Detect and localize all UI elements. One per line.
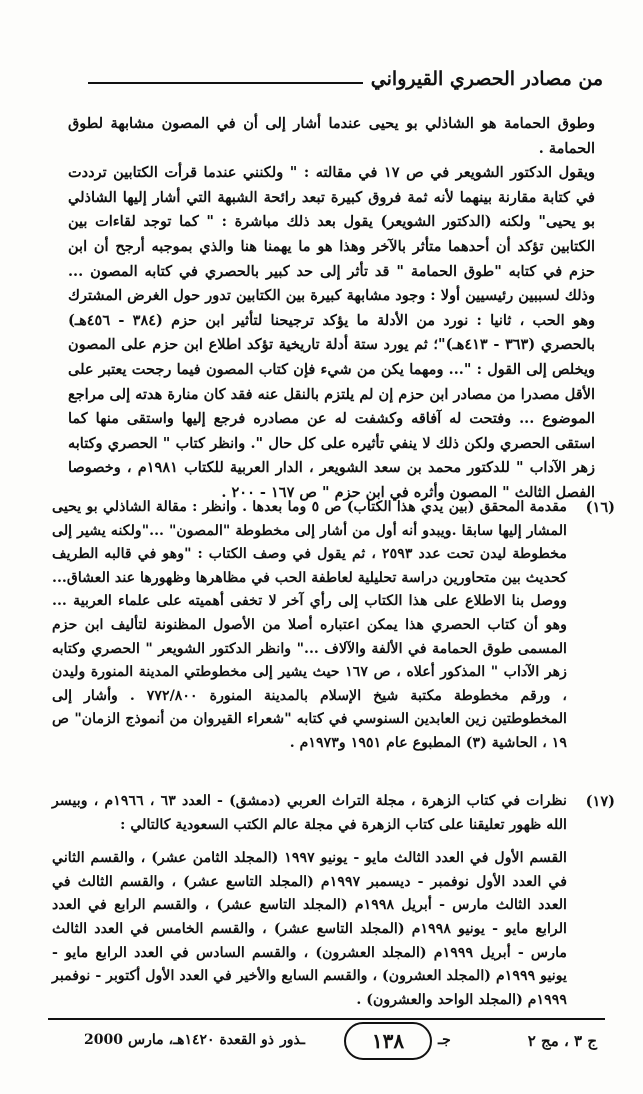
footer-rule: [48, 1018, 605, 1020]
footnote-paragraph: مقدمة المحقق (بين يدي هذا الكتاب) ص ٥ وما بعدها . وانظر : مقالة الشاذلي بو يحيى المشار إليها سابقا .ويبدو أنه أول من أشار إلى مخطوطة "المصون" ..."ولكنه يشير إلى مخطوطة ليدن تحت عدد ٢٥٩٣ ، ثم يقول في وصف الكتاب : "وهو في قالبه الطريف كحديث بين متحاورين دراسة تحليلية لعاطفة الحب في مظاهرها وظهورها عند العشاق... ووصل بنا الاطلاع على هذا الكتاب إلى رأي آخر لا تخفى أهميته على علماء العربية ... وهو أن كتاب الحصري هذا يمكن اعتباره أصلا من الأصول المظنونة لتأليف ابن حزم المسمى طوق الحمامة في الألفة والآلاف ..." وانظر الدكتور الشويعر " الحصري وكتابه زهر الآداب " المذكور أعلاه ، ص ١٦٧ حيث يشير إلى مخطوطتي المدينة المنورة وليدن ، ورقم مخطوطة مكتبة شيخ الإسلام بالمدينة المنورة ٧٧٢/٨٠٠ . وأشار إلى المخطوطتين زين العابدين السنوسي في كتابه "شعراء القيروان من أنموذج الزمان" ص ١٩ ، الحاشية (٣) المطبوع عام ١٩٥١ و١٩٧٣م .: [52, 499, 568, 751]
body-paragraph: ويقول الدكتور الشويعر في ص ١٧ في مقالته : " ولكنني عندما قرأت الكتابين ترددت في كتابة مقارنة بينهما لأنه ثمة فروق كبيرة تبعد رائحة الشبهة التي أشار إليها الشاذلي بو يحيى" ولكنه (الدكتور الشويعر) يقول بعد ذلك مباشرة : " كما توجد لقاءات بين الكتابين تؤكد أن أحدهما متأثر بالآخر وهذا هو ما يهمنا هنا والذي بموجبه أرجح أن ابن حزم في كتابه "طوق الحمامة " قد تأثر إلى حد كبير بالحصري في كتابه المصون ... وذلك لسببين رئيسيين أولا : وجود مشابهة كبيرة بين الكتابين تدور حول الغرض المشترك وهو الحب ، ثانيا : نورد من الأدلة ما يؤكد ترجيحنا لتأثير ابن حزم (٣٨٤ - ٤٥٦هـ) بالحصري (٣٦٣ - ٤١٣هـ)"؛ ثم يورد ستة أدلة تاريخية تؤكد اطلاع ابن حزم على المصون ويخلص إلى القول : "... ومهما يكن من شيء فإن كتاب المصون فيما رجحت يعتبر على الأقل مصدرا من مصادر ابن حزم إن لم يلتزم بالنقل عنه فقد كان منارة هدته إلى مراجع الموضوع ... وفتحت له آفاقه وكشفت له عن مصادره فرجع إليها واستقى منها كما استقى الحصري ولكن ذلك لا ينفي تأثيره على كل حال ". وانظر كتاب " الحصري وكتابه زهر الآداب " للدكتور محمد بن سعد الشويعر ، الدار العربية للكتاب ١٩٨١م ، وخصوصا الفصل الثالث " المصون وأثره في ابن حزم " ص ١٦٧ - ٢٠٠ .: [68, 164, 596, 501]
footnote-paragraph: القسم الأول في العدد الثالث مايو - يونيو ١٩٩٧ (المجلد الثامن عشر) ، والقسم الثاني في العدد الأول نوفمبر - ديسمبر ١٩٩٧م (المجلد التاسع عشر) ، والقسم الثالث في العدد الثالث مارس - أبريل ١٩٩٨م (المجلد التاسع عشر) ، والقسم الرابع في العدد الرابع مايو - يونيو ١٩٩٨م (المجلد التاسع عشر) ، والقسم الخامس في العدد الثالث مارس - أبريل ١٩٩٩م (المجلد العشرون) ، والقسم السادس في العدد الرابع مايو - يونيو ١٩٩٩م (المجلد العشرون) ، والقسم السابع والأخير في العدد الأول أكتوبر - نوفمبر ١٩٩٩م (المجلد الواحد والعشرون) .: [52, 850, 568, 1008]
page-header: [88, 68, 603, 90]
footer-label-left: ـذور: [280, 1032, 305, 1048]
footnote-text: [52, 496, 567, 756]
footnote-number: (١٧): [585, 793, 615, 810]
main-body: [68, 112, 595, 506]
footnote-17: [52, 790, 615, 1012]
footer-date: ذو القعدة ١٤٢٠هـ، مارس: [128, 1032, 274, 1048]
body-paragraph: وطوق الحمامة هو الشاذلي بو يحيى عندما أشار إلى أن في المصون مشابهة لطوق الحمامة .: [68, 115, 595, 157]
running-head: من مصادر الحصري القيرواني: [370, 68, 603, 90]
footer-label-right: جـ: [438, 1032, 451, 1048]
footnote-paragraph: نظرات في كتاب الزهرة ، مجلة التراث العربي (دمشق) - العدد ٦٣ ، ١٩٦٦م ، وبيسر الله ظهور تعليقنا على كتاب الزهرة في مجلة عالم الكتب السعودية كالتالي :: [52, 793, 567, 833]
page-footer: [48, 1018, 605, 1062]
header-rule: [88, 82, 363, 84]
footnote-number: (١٦): [585, 499, 615, 516]
footnote-text: [52, 790, 567, 1012]
footer-year: 2000: [84, 1032, 123, 1048]
footer-volume: ج ٣ ، مج ٢: [527, 1032, 597, 1050]
page-number: ١٣٨: [344, 1022, 432, 1060]
footnote-16: [52, 496, 615, 756]
